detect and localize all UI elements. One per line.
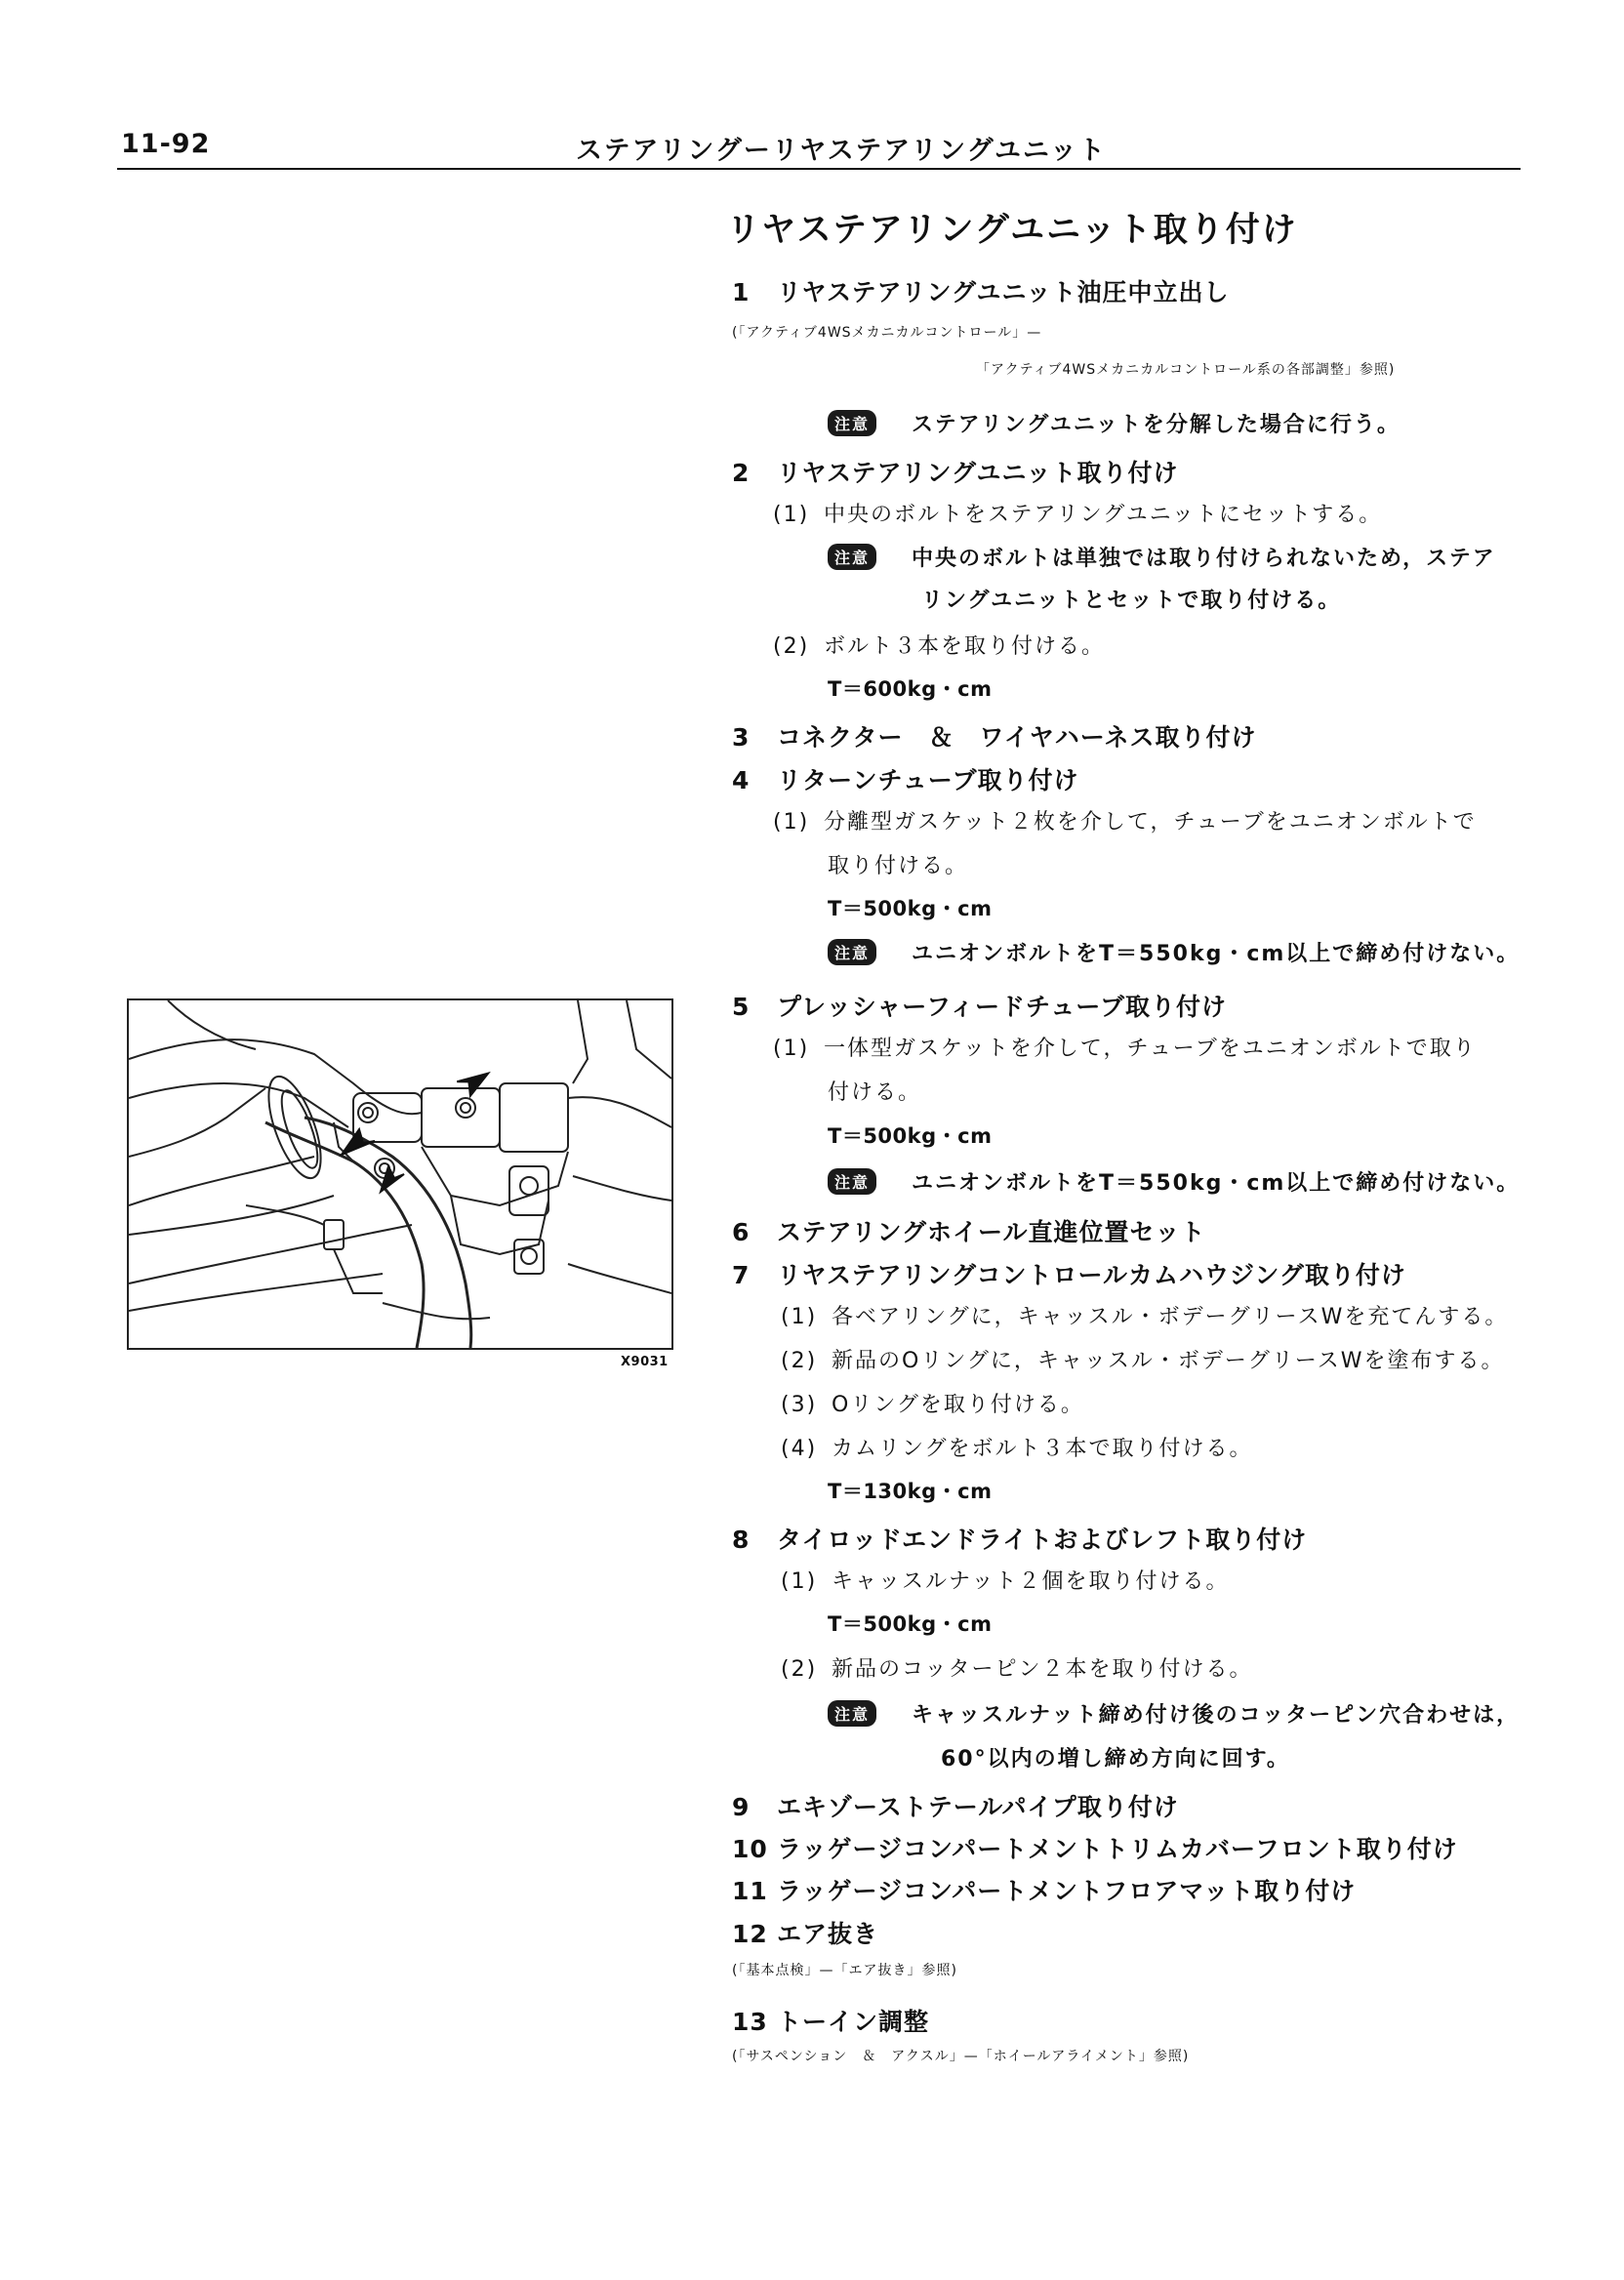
step-number: 4 xyxy=(732,766,751,794)
sub-step-text: 新品のコッターピン２本を取り付ける。 xyxy=(832,1657,1253,1682)
caution-text: キャッスルナット締め付け後のコッターピン穴合わせは， xyxy=(912,1703,1521,1728)
page-title: リヤステアリングユニット取り付け xyxy=(726,211,1298,250)
sub-step xyxy=(781,1432,1253,1462)
step-heading xyxy=(732,1788,1179,1823)
sub-step-number: (1) xyxy=(773,1037,810,1061)
sub-step-continuation: 取り付ける。 xyxy=(828,854,969,878)
step-title: リターンチューブ取り付け xyxy=(777,766,1079,794)
page-number: 11-92 xyxy=(121,129,211,159)
sub-step-text: Oリングを取り付ける。 xyxy=(832,1393,1084,1417)
sub-step-number: (2) xyxy=(773,634,810,659)
step-title: リヤステアリングコントロールカムハウジング取り付け xyxy=(777,1261,1406,1289)
torque-spec: T＝500kg・cm xyxy=(828,1612,993,1636)
step-number: 11 xyxy=(732,1877,768,1905)
section-title: ステアリングーリヤステアリングユニット xyxy=(576,136,1107,166)
step-number: 8 xyxy=(732,1526,751,1554)
sub-step-text: 中央のボルトをステアリングユニットにセットする。 xyxy=(824,503,1383,527)
torque-spec: T＝130kg・cm xyxy=(828,1480,993,1503)
step-title: エキゾーストテールパイプ取り付け xyxy=(777,1793,1179,1821)
sub-step xyxy=(781,1565,1230,1595)
header-rule xyxy=(117,168,1521,170)
figure-code: X9031 xyxy=(621,1355,669,1369)
step-title: ラッゲージコンパートメントフロアマット取り付け xyxy=(777,1877,1357,1905)
step-number: 10 xyxy=(732,1835,768,1863)
step-number: 5 xyxy=(732,993,751,1021)
step-number: 9 xyxy=(732,1793,751,1821)
step-title: エア抜き xyxy=(777,1920,879,1948)
sub-step xyxy=(781,1300,1508,1330)
reference-note: (「アクティブ4WSメカニカルコントロール」— xyxy=(732,325,1042,341)
caution-note xyxy=(828,937,1520,967)
caution-note-continuation: リングユニットとセットで取り付ける。 xyxy=(921,589,1342,613)
sub-step-text: 各ベアリングに，キャッスル・ボデーグリースWを充てんする。 xyxy=(832,1305,1509,1329)
sub-step xyxy=(781,1388,1084,1418)
step-number: 1 xyxy=(732,278,751,306)
caution-note xyxy=(828,408,1401,438)
torque-spec: T＝500kg・cm xyxy=(828,1124,993,1148)
sub-step-number: (1) xyxy=(781,1305,818,1329)
sub-step xyxy=(773,630,1105,660)
torque-spec: T＝500kg・cm xyxy=(828,897,993,920)
step-title: リヤステアリングユニット取り付け xyxy=(777,459,1179,487)
caution-note xyxy=(828,1698,1520,1729)
sub-step-continuation: 付ける。 xyxy=(828,1080,922,1105)
reference-note: (「サスペンション ＆ アクスル」—「ホイールアライメント」参照) xyxy=(732,2049,1190,2064)
sub-step-text: 一体型ガスケットを介して，チューブをユニオンボルトで取り xyxy=(824,1037,1477,1061)
step-title: タイロッドエンドライトおよびレフト取り付け xyxy=(777,1526,1308,1554)
caution-text: ユニオンボルトをT＝550kg・cm以上で締め付けない。 xyxy=(912,942,1521,966)
caution-text: ステアリングユニットを分解した場合に行う。 xyxy=(912,413,1401,437)
step-heading xyxy=(732,1915,878,1950)
sub-step-text: カムリングをボルト３本で取り付ける。 xyxy=(832,1437,1253,1461)
step-number: 12 xyxy=(732,1920,768,1948)
sub-step xyxy=(773,1032,1477,1062)
step-number: 2 xyxy=(732,459,751,487)
caution-badge: 注意 xyxy=(828,939,876,965)
step-number: 13 xyxy=(732,2008,768,2036)
sub-step-number: (2) xyxy=(781,1349,818,1373)
step-heading xyxy=(732,2003,929,2038)
torque-spec: T＝600kg・cm xyxy=(828,677,993,701)
step-heading xyxy=(732,273,1230,308)
step-title: プレッシャーフィードチューブ取り付け xyxy=(777,993,1228,1021)
step-heading xyxy=(732,454,1179,489)
sub-step xyxy=(781,1344,1505,1374)
step-number: 7 xyxy=(732,1261,751,1289)
caution-badge: 注意 xyxy=(828,410,876,436)
reference-note: (「基本点検」—「エア抜き」参照) xyxy=(732,1963,957,1978)
step-title: ラッゲージコンパートメントトリムカバーフロント取り付け xyxy=(777,1835,1458,1863)
caution-note-continuation: 60°以内の増し締め方向に回す。 xyxy=(941,1747,1290,1771)
sub-step-number: (1) xyxy=(773,503,810,527)
step-title: ステアリングホイール直進位置セット xyxy=(777,1218,1206,1246)
caution-note xyxy=(828,542,1496,572)
sub-step xyxy=(781,1652,1253,1683)
step-number: 3 xyxy=(732,723,751,752)
sub-step-text: キャッスルナット２個を取り付ける。 xyxy=(832,1569,1230,1594)
step-heading xyxy=(732,1872,1356,1907)
step-number: 6 xyxy=(732,1218,751,1246)
sub-step-text: ボルト３本を取り付ける。 xyxy=(824,634,1106,659)
step-heading xyxy=(732,1521,1307,1556)
caution-badge: 注意 xyxy=(828,1168,876,1195)
step-title: リヤステアリングユニット油圧中立出し xyxy=(777,278,1230,306)
reference-note: 「アクティブ4WSメカニカルコントロール系の各部調整」参照) xyxy=(976,362,1396,378)
caution-text: 中央のボルトは単独では取り付けられないため，ステア xyxy=(912,547,1496,571)
sub-step xyxy=(773,498,1382,528)
sub-step-text: 新品のOリングに，キャッスル・ボデーグリースWを塗布する。 xyxy=(832,1349,1505,1373)
caution-badge: 注意 xyxy=(828,544,876,570)
step-heading xyxy=(732,1256,1406,1291)
step-heading xyxy=(732,761,1079,796)
caution-note xyxy=(828,1166,1520,1197)
step-heading xyxy=(732,1213,1206,1248)
step-title: コネクター ＆ ワイヤハーネス取り付け xyxy=(777,723,1257,752)
step-heading xyxy=(732,1830,1458,1865)
sub-step xyxy=(773,805,1477,835)
step-title: トーイン調整 xyxy=(777,2008,930,2036)
rear-steering-unit-illustration xyxy=(127,998,673,1350)
sub-step-number: (3) xyxy=(781,1393,818,1417)
step-heading xyxy=(732,988,1227,1023)
sub-step-number: (4) xyxy=(781,1437,818,1461)
sub-step-number: (1) xyxy=(773,810,810,835)
caution-badge: 注意 xyxy=(828,1700,876,1727)
sub-step-text: 分離型ガスケット２枚を介して，チューブをユニオンボルトで xyxy=(824,810,1477,835)
step-heading xyxy=(732,718,1257,753)
sub-step-number: (2) xyxy=(781,1657,818,1682)
sub-step-number: (1) xyxy=(781,1569,818,1594)
caution-text: ユニオンボルトをT＝550kg・cm以上で締め付けない。 xyxy=(912,1171,1521,1196)
